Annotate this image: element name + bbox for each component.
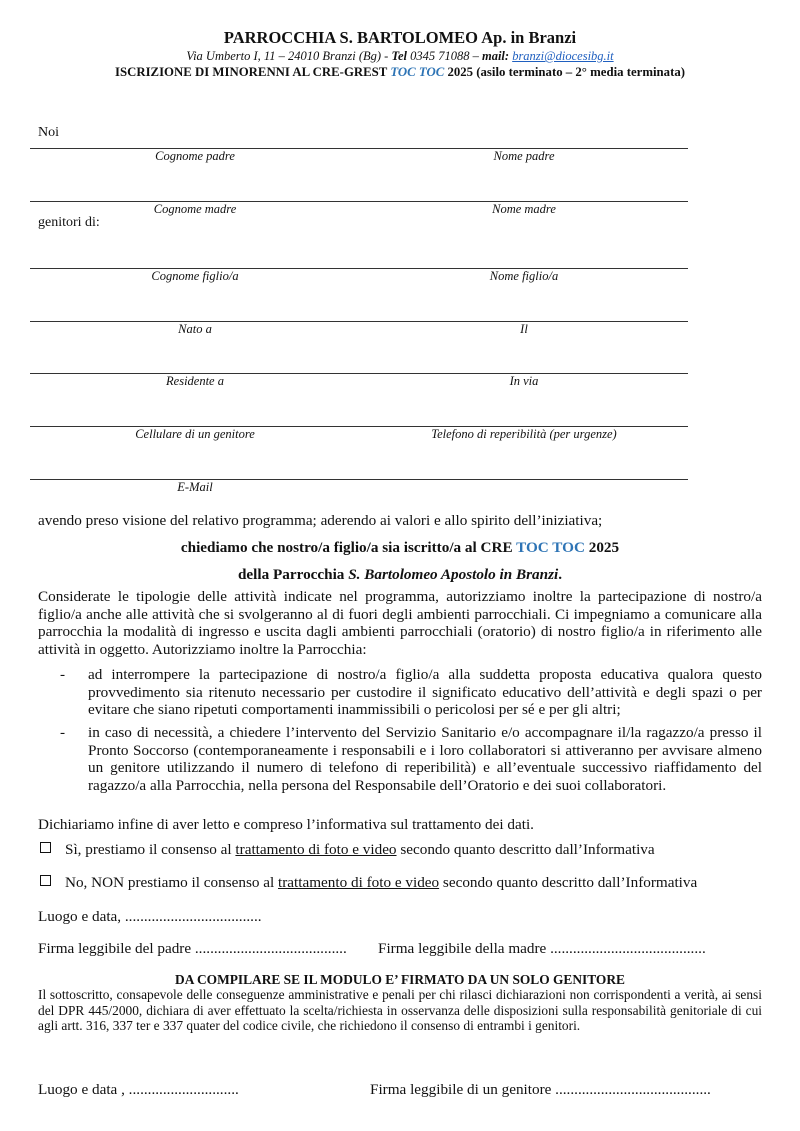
mail-label: mail: (481, 49, 510, 63)
tel-label: Tel (391, 49, 407, 63)
firma-madre-field[interactable]: Firma leggibile della madre ......................................... (378, 940, 706, 957)
consent-no-checkbox[interactable] (40, 875, 51, 886)
request-post: 2025 (584, 539, 620, 556)
address-text: Via Umberto I, 11 – 24010 Branzi (Bg) - (186, 49, 392, 63)
parish-contacts: Via Umberto I, 11 – 24010 Branzi (Bg) - Tel 0345 71088 – mail: branzi@diocesibg.it (186, 49, 614, 63)
label-cognome-padre: Cognome padre (155, 149, 235, 163)
consent-yes-pre: Sì, prestiamo il consenso al (65, 841, 236, 858)
consent-yes-row[interactable] (40, 841, 770, 859)
request-pre: chiediamo che nostro/a figlio/a sia iscritto/a al CRE (180, 539, 517, 556)
luogo-data-field[interactable]: Luogo e data, .................................... (38, 908, 262, 925)
label-cognome-madre: Cognome madre (153, 202, 237, 216)
parish-pre: della Parrocchia (237, 566, 349, 583)
label-cognome-figlio: Cognome figlio/a (151, 269, 239, 283)
label-residente-a: Residente a (166, 374, 224, 388)
firma-genitore-field[interactable]: Firma leggibile di un genitore ......................................... (370, 1081, 711, 1098)
label-il: Il (520, 322, 528, 336)
label-nome-madre: Nome madre (492, 202, 556, 216)
consent-no-post: secondo quanto descritto dall’Informativa (439, 874, 698, 891)
luogo-data-field-2[interactable]: Luogo e data , ............................. (38, 1081, 239, 1098)
consent-yes-post: secondo quanto descritto dall’Informativa (396, 841, 655, 858)
consent-no-row[interactable] (40, 874, 770, 892)
parish-title: PARROCCHIA S. BARTOLOMEO Ap. in Branzi (223, 28, 577, 47)
label-nato-a: Nato a (178, 322, 212, 336)
request-line (0, 539, 800, 557)
parish-name-italic: S. Bartolomeo Apostolo in Branzi (348, 566, 559, 583)
bullet-mark-2: - (60, 724, 66, 741)
genitori-di-label: genitori di: (38, 215, 100, 230)
tel-number: 0345 71088 (410, 49, 470, 63)
single-parent-title: DA COMPILARE SE IL MODULO E’ FIRMATO DA UN SOLO GENITORE (175, 972, 625, 987)
label-cellulare: Cellulare di un genitore (135, 427, 255, 441)
consent-no-pre: No, NON prestiamo il consenso al (65, 874, 279, 891)
single-parent-text: Il sottoscritto, consapevole delle conseguenze amministrative e penali per chi rilasci dichiarazioni non corrispondenti a verità, ai sensi del DPR 445/2000, dichiara di aver effettuato la scelta/richiesta in osservanza delle disposizioni sulla responsabilità genitoriale di cui agli artt. 316, 337 ter e 337 quater del codice civile, che richiedono il consenso di entrambi i genitori. (38, 987, 762, 1033)
form-subtitle (0, 65, 800, 80)
label-telefono-reperibilita: Telefono di reperibilità (per urgenze) (431, 427, 617, 441)
bullet-mark-1: - (60, 666, 66, 683)
intro-text: avendo preso visione del relativo programma; aderendo ai valori e allo spirito dell’iniziativa; (38, 512, 603, 529)
parish-post: . (558, 566, 563, 583)
considerate-paragraph: Considerate le tipologie delle attività indicate nel programma, autorizziamo inoltre la partecipazione di nostro/a figlio/a anche alle attività che si svolgeranno al di fuori degli ambienti parrocchiali. Ci impegniamo a comunicare alla parrocchia la modalità di ingresso e uscita dagli ambienti parrocchiali (oratorio) di nostro figlio/a in riferimento alle attività in oggetto. Autorizziamo inoltre la Parrocchia: (38, 588, 762, 658)
label-email: E-Mail (177, 480, 213, 494)
label-nome-figlio: Nome figlio/a (489, 269, 559, 283)
request-brand: TOC TOC (516, 539, 585, 556)
consent-yes-link: trattamento di foto e video (235, 841, 397, 858)
label-in-via: In via (509, 374, 539, 388)
firma-padre-field[interactable]: Firma leggibile del padre ........................................ (38, 940, 347, 957)
subtitle-post: 2025 (asilo terminato – 2° media terminata) (444, 65, 685, 79)
label-nome-padre: Nome padre (493, 149, 555, 163)
parish-line (0, 566, 800, 584)
bullet-1-text: ad interrompere la partecipazione di nostro/a figlio/a alla suddetta proposta educativa qualora questo provvedimento sia ritenuto necessario per custodire il significato educativo dell’attività e degli spazi o per evitare che siano ripetuti comportamenti inammissibili o pericolosi per sé e per gli altri; (88, 666, 762, 718)
brand-toc-toc: TOC TOC (390, 65, 445, 79)
email-link[interactable]: branzi@diocesibg.it (512, 49, 614, 63)
noi-label: Noi (38, 125, 59, 140)
subtitle-pre: ISCRIZIONE DI MINORENNI AL CRE-GREST (114, 65, 391, 79)
consent-no-link: trattamento di foto e video (278, 874, 440, 891)
dichiariamo-text: Dichiariamo infine di aver letto e compreso l’informativa sul trattamento dei dati. (38, 816, 534, 833)
consent-yes-checkbox[interactable] (40, 842, 51, 853)
bullet-2-text: in caso di necessità, a chiedere l’intervento del Servizio Sanitario e/o accompagnare il/la ragazzo/a presso il Pronto Soccorso (contemporaneamente i responsabili e i loro collaboratori si attiveranno per avvisare almeno un genitore utilizzando il numero di telefono di reperibilità) e all’eventuale successivo riaffidamento del ragazzo/a alla Parrocchia, nella persona del Responsabile dell’Oratorio e dei suoi collaboratori. (88, 724, 762, 794)
